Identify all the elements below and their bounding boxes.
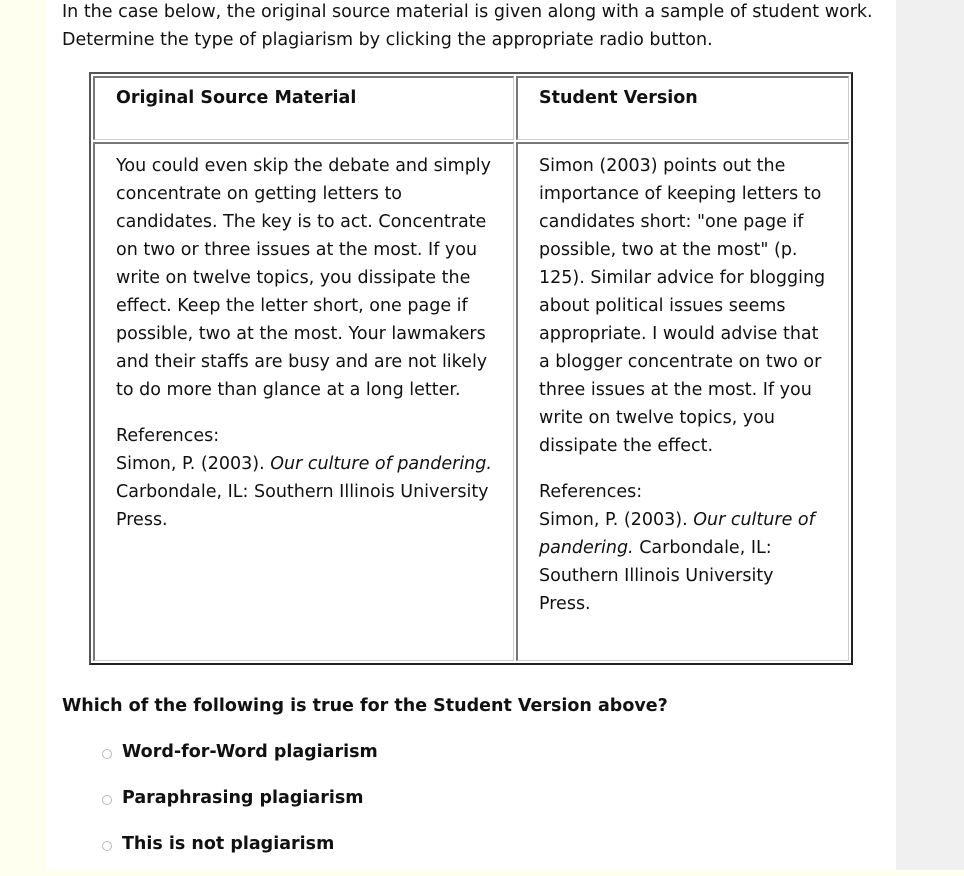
case-table (89, 72, 853, 665)
original-source-text: You could even skip the debate and simply concentrate on getting letters to candidates. The key is to act. Concentrate on two or three issues at the most. If you write on twelve topics, you dissipate the effect. Keep the letter short, one page if possible, two at the most. Your lawmakers and their staffs are busy and are not likely to do more than glance at a long letter. (116, 156, 492, 400)
question-text: Which of the following is true for the Student Version above? (62, 696, 668, 716)
content-area (46, 0, 896, 870)
original-references-label: References: (116, 426, 220, 446)
original-ref-author: Simon, P. (2003). (116, 454, 271, 474)
header-student-version: Student Version (516, 76, 849, 140)
table-header-row (93, 76, 849, 140)
student-reference-entry (539, 506, 828, 618)
student-references-label: References: (539, 482, 643, 502)
radio-not-plagiarism[interactable] (102, 841, 112, 851)
right-gutter (896, 0, 964, 870)
original-ref-title: Our culture of pandering. (270, 454, 492, 474)
instructions-text: In the case below, the original source material is given along with a sample of student work. Determine the type of plagiarism by clicking the appropriate radio button. (62, 2, 873, 50)
original-source-cell (93, 142, 514, 661)
table-body-row (93, 142, 849, 661)
label-paraphrasing[interactable]: Paraphrasing plagiarism (122, 788, 364, 808)
label-not-plagiarism[interactable]: This is not plagiarism (122, 834, 335, 854)
student-version-text: Simon (2003) points out the importance of keeping letters to candidates short: "one page if possible, two at the most" (p. 125). Similar advice for blogging about political issues seems appropriate. I would advise that a blogger concentrate on two or three issues at the most. If you write on twelve topics, you dissipate the effect. (539, 156, 826, 456)
original-ref-publisher: Carbondale, IL: Southern Illinois University Press. (116, 482, 489, 530)
student-ref-title: Our culture of pandering. (539, 510, 815, 558)
radio-paraphrasing[interactable] (102, 795, 112, 805)
student-version-cell (516, 142, 849, 661)
radio-word-for-word[interactable] (102, 749, 112, 759)
header-original-source: Original Source Material (93, 76, 514, 140)
original-reference-entry (116, 450, 493, 534)
student-ref-publisher: Carbondale, IL: Southern Illinois University Press. (539, 538, 774, 614)
student-ref-author: Simon, P. (2003). (539, 510, 694, 530)
label-word-for-word[interactable]: Word-for-Word plagiarism (122, 742, 378, 762)
